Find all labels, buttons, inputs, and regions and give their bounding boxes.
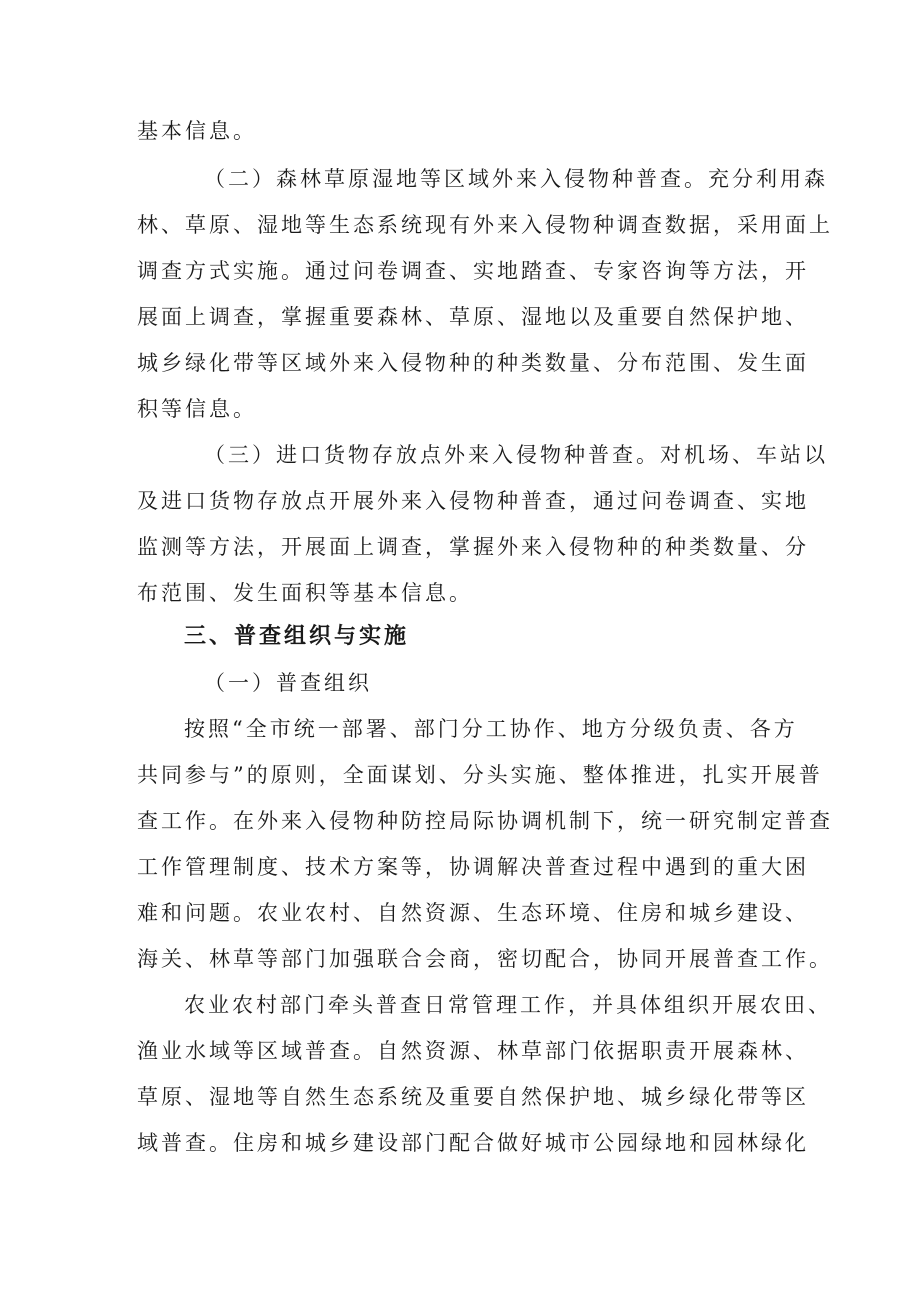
section-heading: 三、普查组织与实施 (184, 624, 410, 649)
text-line: 林、草原、湿地等生态系统现有外来入侵物种调查数据，采用面上 (137, 213, 833, 237)
text-line: 调查方式实施。通过问卷调查、实地踏查、专家咨询等方法，开 (137, 259, 809, 283)
text-line: 按照“全市统一部署、部门分工协作、地方分级负责、各方 (184, 717, 798, 741)
subsection-heading: （一）普查组织 (204, 671, 372, 695)
text-line: 草原、湿地等自然生态系统及重要自然保护地、城乡绿化带等区 (137, 1085, 809, 1109)
text-line: 海关、林草等部门加强联合会商，密切配合，协同开展普查工作。 (137, 947, 833, 971)
text-line: 难和问题。农业农村、自然资源、生态环境、住房和城乡建设、 (137, 901, 809, 925)
text-line: 农业农村部门牵头普查日常管理工作，并具体组织开展农田、 (184, 993, 832, 1017)
text-line: 渔业水域等区域普查。自然资源、林草部门依据职责开展森林、 (137, 1039, 809, 1063)
text-line: 监测等方法，开展面上调查，掌握外来入侵物种的种类数量、分 (137, 535, 809, 559)
text-line: 域普查。住房和城乡建设部门配合做好城市公园绿地和园林绿化 (137, 1131, 809, 1155)
text-line: （三）进口货物存放点外来入侵物种普查。对机场、车站以 (204, 443, 828, 467)
text-line: 工作管理制度、技术方案等，协调解决普查过程中遇到的重大困 (137, 855, 809, 879)
text-line: 及进口货物存放点开展外来入侵物种普查，通过问卷调查、实地 (137, 489, 809, 513)
text-line: （二）森林草原湿地等区域外来入侵物种普查。充分利用森 (204, 167, 828, 191)
text-line: 查工作。在外来入侵物种防控局际协调机制下，统一研究制定普查 (137, 809, 833, 833)
text-line: 积等信息。 (137, 397, 257, 421)
text-line: 布范围、发生面积等基本信息。 (137, 581, 473, 605)
text-line: 展面上调查，掌握重要森林、草原、湿地以及重要自然保护地、 (137, 305, 809, 329)
text-line: 基本信息。 (137, 119, 257, 143)
text-line: 共同参与”的原则，全面谋划、分头实施、整体推进，扎实开展普 (137, 763, 823, 787)
text-line: 城乡绿化带等区域外来入侵物种的种类数量、分布范围、发生面 (137, 351, 809, 375)
